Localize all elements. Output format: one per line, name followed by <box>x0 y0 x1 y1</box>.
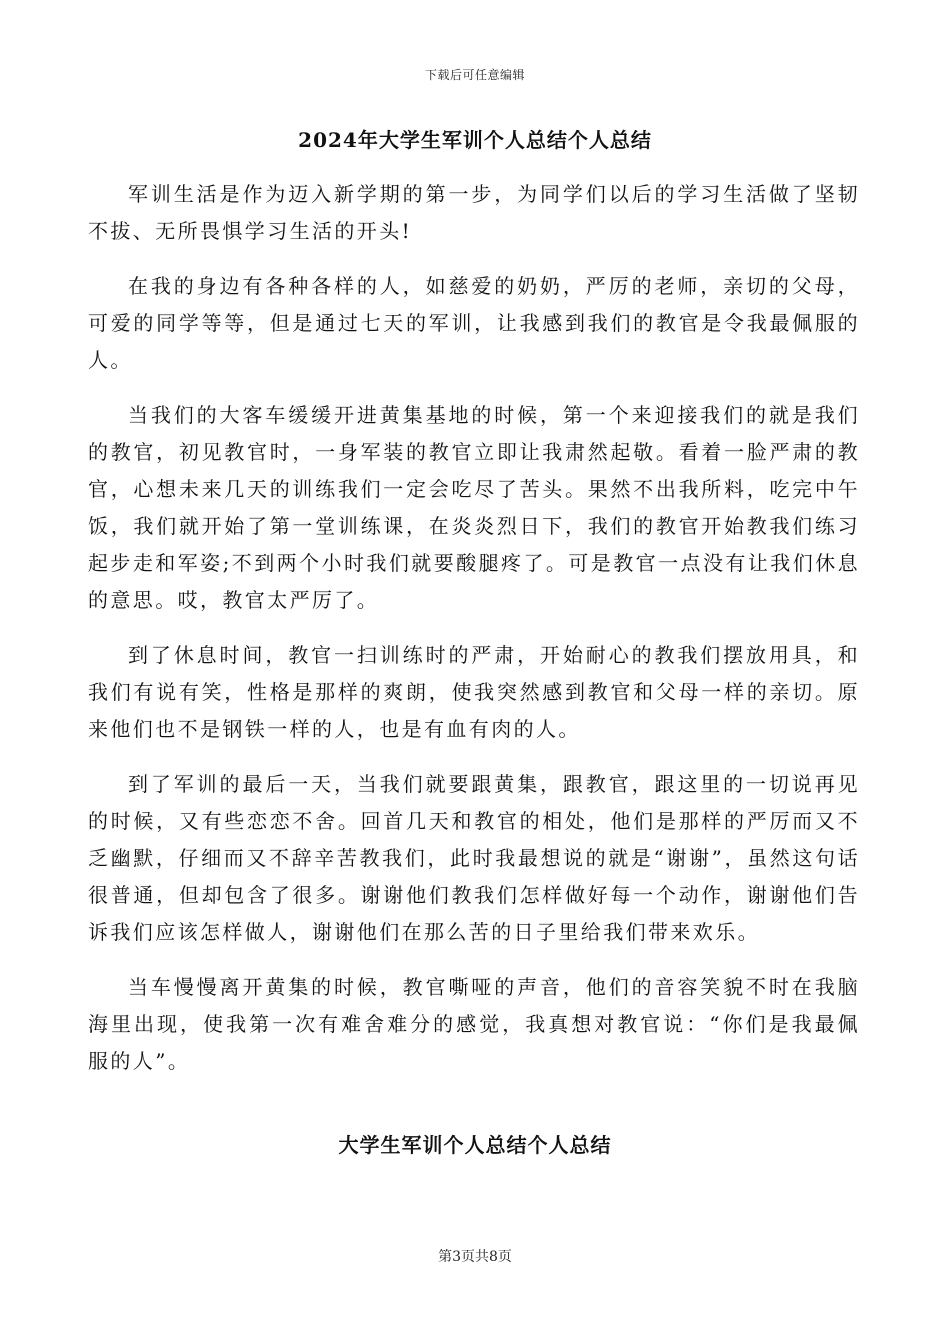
document-body <box>88 176 860 1098</box>
paragraph-4: 到了休息时间，教官一扫训练时的严肃，开始耐心的教我们摆放用具，和我们有说有笑，性格是那样的爽朗，使我突然感到教官和父母一样的亲切。原来他们也不是钢铁一样的人，也是有血有肉的人。 <box>88 643 860 741</box>
paragraph-3: 当我们的大客车缓缓开进黄集基地的时候，第一个来迎接我们的就是我们的教官，初见教官时，一身军装的教官立即让我肃然起敬。看着一脸严肃的教官，心想未来几天的训练我们一定会吃尽了苦头。果然不出我所料，吃完中午饭，我们就开始了第一堂训练课，在炎炎烈日下，我们的教官开始教我们练习起步走和军姿;不到两个小时我们就要酸腿疼了。可是教官一点没有让我们休息的意思。哎，教官太严厉了。 <box>88 403 860 612</box>
paragraph-6: 当车慢慢离开黄集的时候，教官嘶哑的声音，他们的音容笑貌不时在我脑海里出现，使我第一次有难舍难分的感觉，我真想对教官说：“你们是我最佩服的人”。 <box>88 975 860 1073</box>
section-subtitle: 大学生军训个人总结个人总结 <box>338 1133 612 1157</box>
document-title: 2024年大学生军训个人总结个人总结 <box>298 128 652 152</box>
paragraph-2: 在我的身边有各种各样的人，如慈爱的奶奶，严厉的老师，亲切的父母，可爱的同学等等，但是通过七天的军训，让我感到我们的教官是令我最佩服的人。 <box>88 274 860 372</box>
header-note: 下载后可任意编辑 <box>424 68 525 82</box>
paragraph-1: 军训生活是作为迈入新学期的第一步，为同学们以后的学习生活做了坚韧不拔、无所畏惧学习生活的开头! <box>88 182 860 243</box>
page-number: 第3页共8页 <box>438 1249 512 1265</box>
paragraph-5: 到了军训的最后一天，当我们就要跟黄集，跟教官，跟这里的一切说再见的时候，又有些恋恋不舍。回首几天和教官的相处，他们是那样的严厉而又不乏幽默，仔细而又不辞辛苦教我们，此时我最想说的就是“谢谢”，虽然这句话很普通，但却包含了很多。谢谢他们教我们怎样做好每一个动作，谢谢他们告诉我们应该怎样做人，谢谢他们在那么苦的日子里给我们带来欢乐。 <box>88 772 860 944</box>
